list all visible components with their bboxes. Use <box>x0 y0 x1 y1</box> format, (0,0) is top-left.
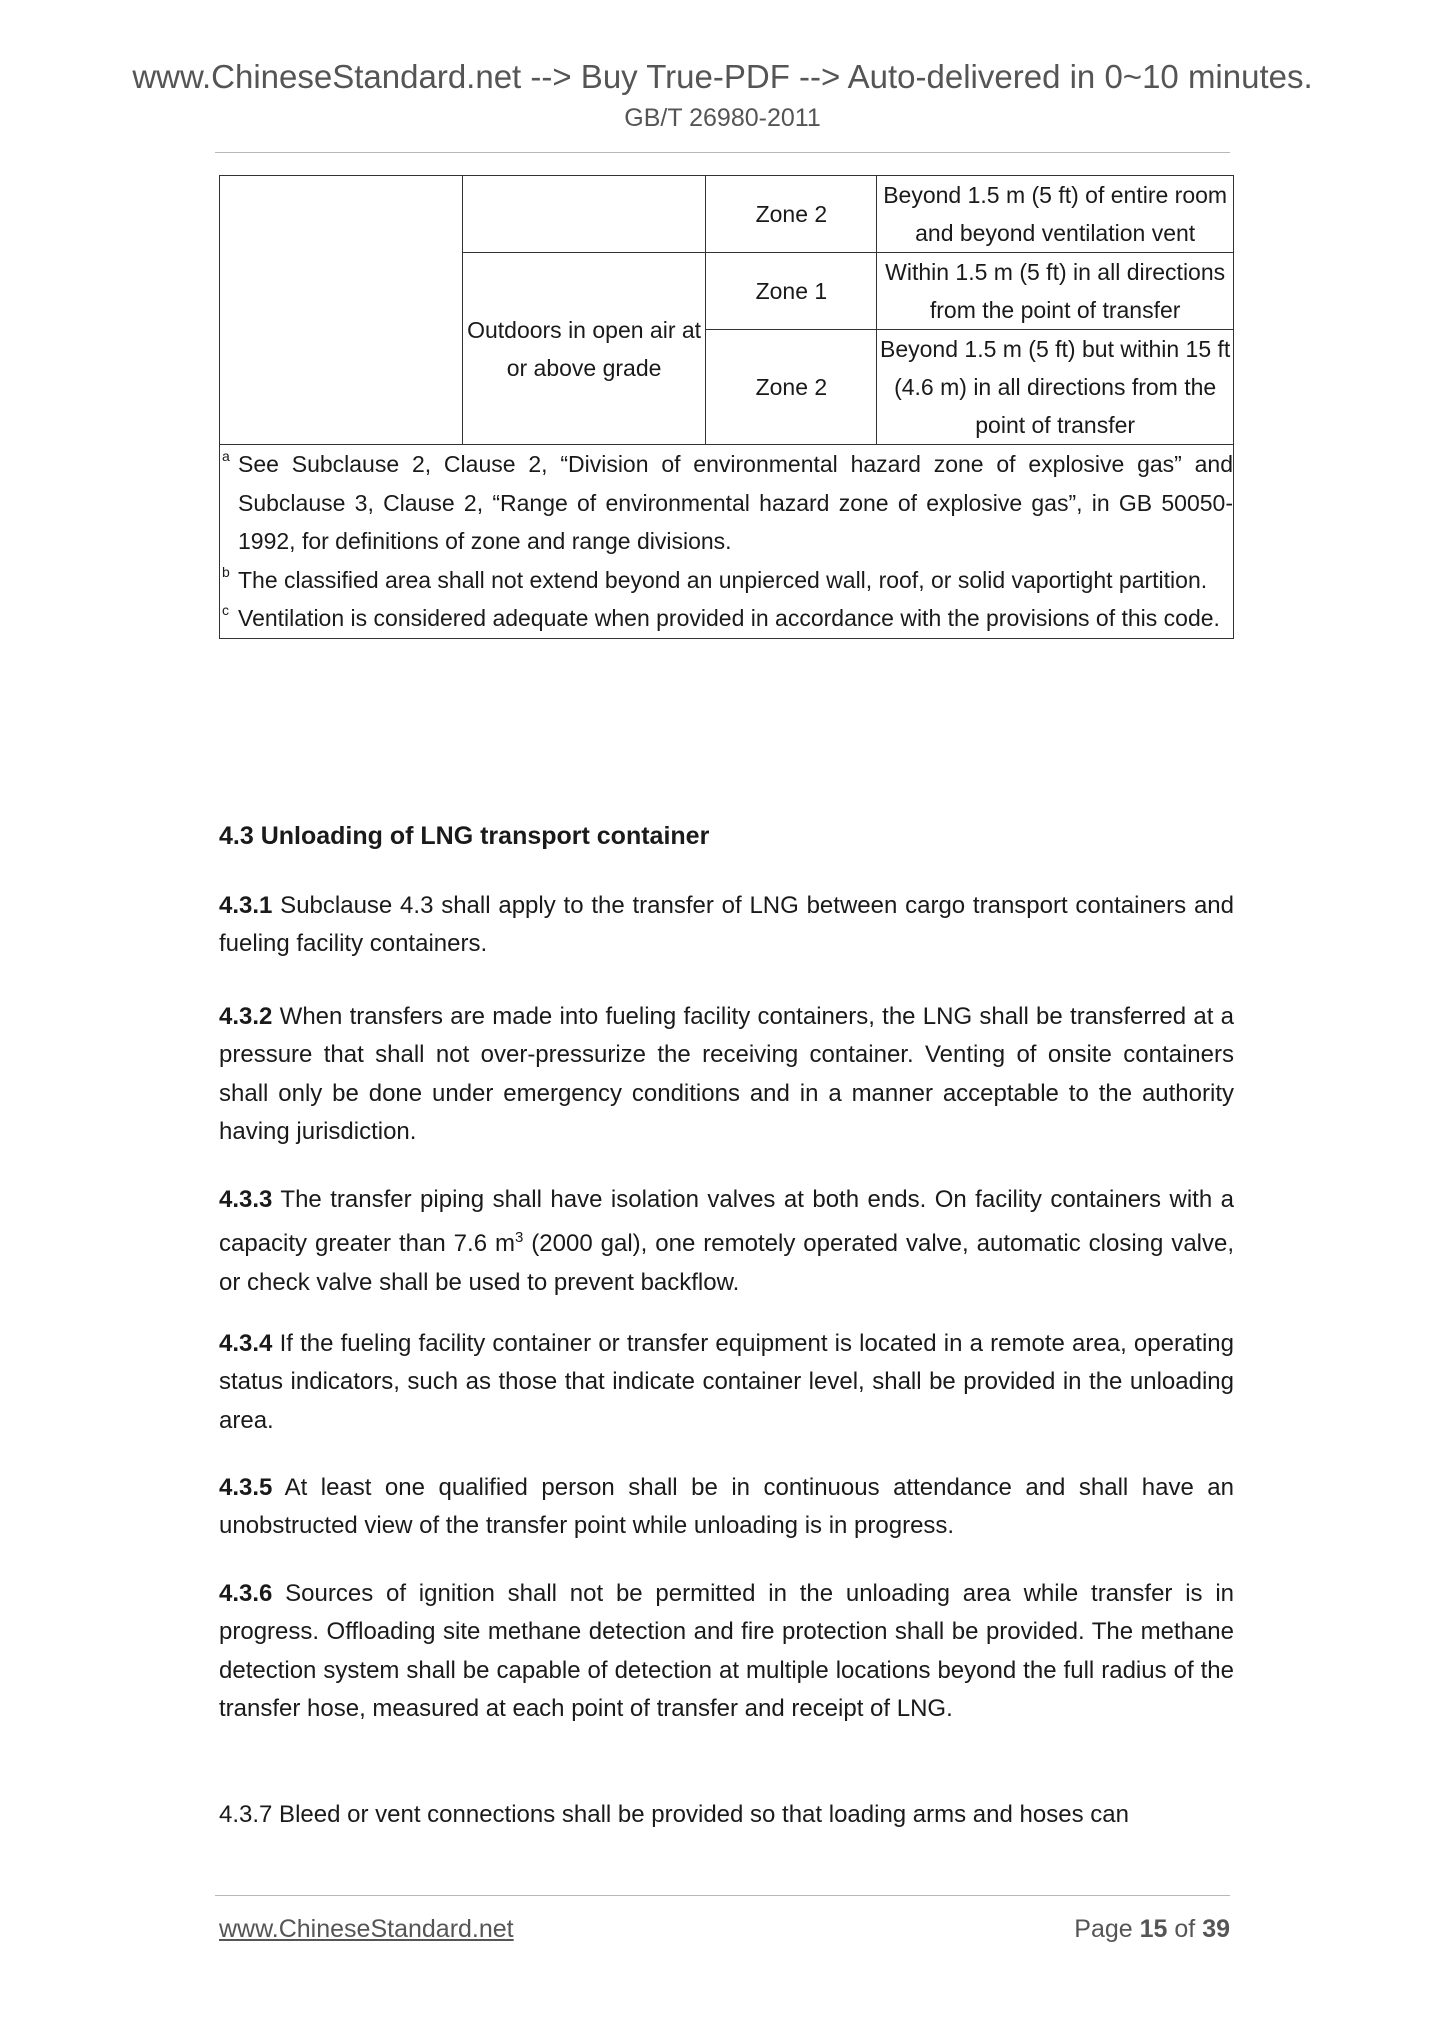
table-footnotes-row <box>220 445 1234 639</box>
clause-text: If the fueling facility container or transfer equipment is located in a remote area, operating status indicators, such as those that indicate container level, shall be provided in the unloading area. <box>219 1330 1234 1434</box>
hazard-zone-table <box>219 175 1234 639</box>
clause-text: (2000 gal), one remotely operated valve, automatic closing valve, or check valve shall be used to prevent backflow. <box>219 1230 1235 1296</box>
clause-number: 4.3.1 <box>219 892 273 919</box>
clause-text: Bleed or vent connections shall be provided so that loading arms and hoses can <box>272 1801 1129 1828</box>
clause-4-3-6 <box>219 1575 1234 1728</box>
table-cell-empty <box>462 176 706 253</box>
clause-text: At least one qualified person shall be in continuous attendance and shall have an unobstructed view of the transfer point while unloading is in progress. <box>219 1474 1234 1540</box>
zone-cell: Zone 2 <box>706 330 877 445</box>
table-footnotes <box>220 445 1234 639</box>
footnote-mark: b <box>222 563 230 580</box>
footnote-a <box>222 445 1233 561</box>
clause-number: 4.3.5 <box>219 1474 273 1501</box>
footnote-b <box>222 561 1233 600</box>
clause-text: When transfers are made into fueling facility containers, the LNG shall be transferred at a pressure that shall not over-pressurize the receiving container. Venting of onsite containers shall only be done under emergency conditions and in a manner acceptable to the authority having jurisdiction. <box>219 1003 1234 1145</box>
footnote-text: See Subclause 2, Clause 2, “Division of environmental hazard zone of explosive gas” and Subclause 3, Clause 2, “Range of environmental hazard zone of explosive gas”, in GB 50050-1992, for definitions of zone and range divisions. <box>238 451 1233 554</box>
footnote-mark: a <box>222 448 230 464</box>
page-of-label: of <box>1167 1915 1203 1943</box>
location-cell: Outdoors in open air at or above grade <box>462 253 706 445</box>
header-banner: www.ChineseStandard.net --> Buy True-PDF --> Auto-delivered in 0~10 minutes. <box>132 58 1313 95</box>
page-number: 15 <box>1139 1915 1168 1943</box>
page-total: 39 <box>1202 1915 1230 1943</box>
footnote-text: The classified area shall not extend beyond an unpierced wall, roof, or solid vaportight partition. <box>238 566 1208 593</box>
page-label: Page <box>1074 1915 1140 1943</box>
footer-divider <box>215 1895 1230 1896</box>
clause-text: The transfer piping shall have isolation valves at both ends. On facility containers with a capacity greater than 7.6 m <box>219 1186 1234 1258</box>
footer-site-link[interactable]: www.ChineseStandard.net <box>219 1915 514 1943</box>
table-row <box>220 176 1234 253</box>
clause-4-3-1 <box>219 887 1234 964</box>
table-cell-empty <box>220 176 463 445</box>
clause-number: 4.3.2 <box>219 1003 273 1030</box>
clause-4-3-7 <box>219 1796 1234 1834</box>
footnote-mark: c <box>222 602 229 618</box>
header-divider <box>215 152 1230 153</box>
section-heading: 4.3 Unloading of LNG transport container <box>219 822 710 850</box>
clause-text: Sources of ignition shall not be permitted in the unloading area while transfer is in progress. Offloading site methane detection and fire protection shall be provided. The methane detection system shall be capable of detection at multiple locations beyond the full radius of the transfer hose, measured at each point of transfer and receipt of LNG. <box>219 1580 1234 1722</box>
clause-4-3-2 <box>219 998 1234 1151</box>
extent-cell: Within 1.5 m (5 ft) in all directions from the point of transfer <box>877 253 1234 330</box>
zone-cell: Zone 1 <box>706 253 877 330</box>
footnote-c <box>222 599 1233 638</box>
superscript: 3 <box>515 1229 524 1247</box>
zone-cell: Zone 2 <box>706 176 877 253</box>
clause-4-3-5 <box>219 1469 1234 1546</box>
clause-number: 4.3.3 <box>219 1186 273 1213</box>
clause-4-3-4 <box>219 1325 1234 1440</box>
page-indicator <box>1074 1915 1230 1944</box>
clause-text: Subclause 4.3 shall apply to the transfer of LNG between cargo transport containers and fueling facility containers. <box>219 892 1234 958</box>
clause-4-3-3 <box>219 1181 1234 1302</box>
extent-cell: Beyond 1.5 m (5 ft) of entire room and beyond ventilation vent <box>877 176 1234 253</box>
document-code: GB/T 26980-2011 <box>624 104 821 132</box>
clause-number: 4.3.4 <box>219 1330 273 1357</box>
extent-cell: Beyond 1.5 m (5 ft) but within 15 ft (4.6 m) in all directions from the point of transfer <box>877 330 1234 445</box>
clause-number: 4.3.7 <box>219 1801 273 1828</box>
clause-number: 4.3.6 <box>219 1580 273 1607</box>
footnote-text: Ventilation is considered adequate when provided in accordance with the provisions of this code. <box>238 605 1220 631</box>
